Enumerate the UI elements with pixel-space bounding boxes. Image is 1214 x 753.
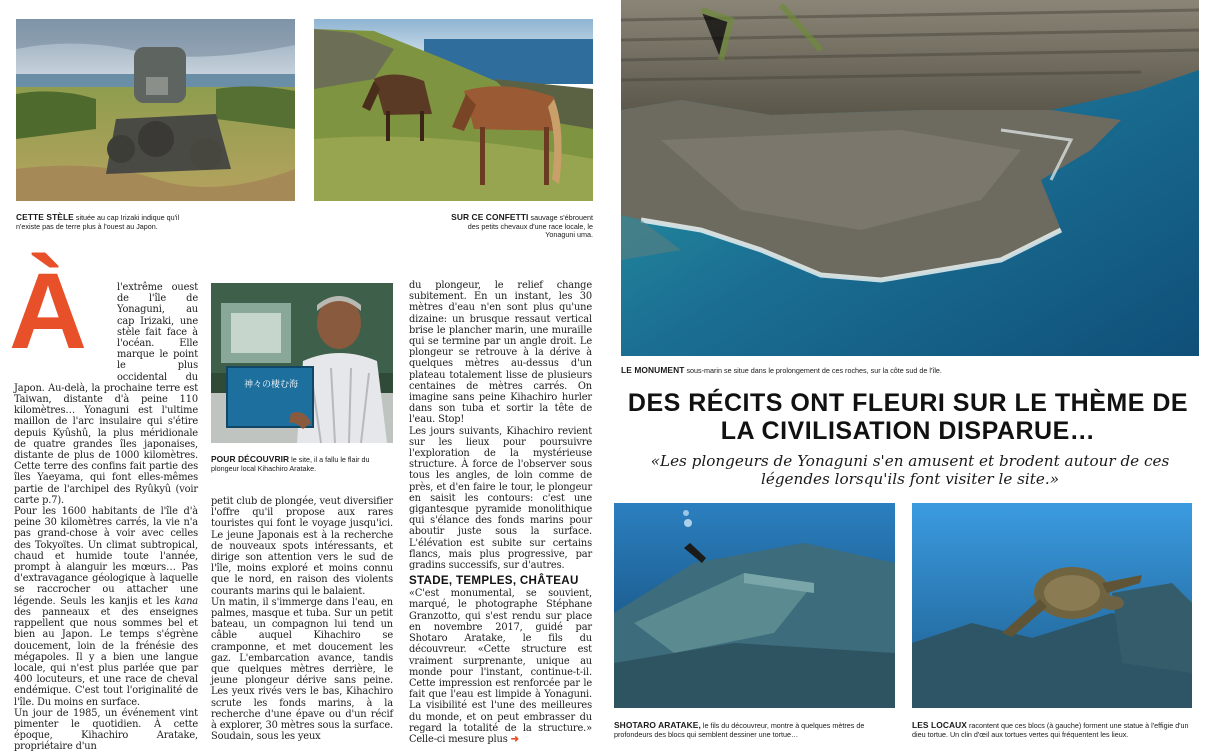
paragraph-2-end: des panneaux et des enseignes rappellent que nous sommes bel et bien au Japon. Le temps s'égrène doucement, loin de la frénésie des mégapoles. Il y a bien une langue locale, qui n'est plus parlée que par 400 locuteurs, et une race de cheval endémique. C'est tout l'originalité de l'île. Du moins en surface. [14,606,198,708]
paragraph-1: l'extrême ouest de l'île de Yonaguni, au cap Irizaki, une stèle fait face à l'océan. Elle marque le point le plus occidental du Japon. Au-delà, la prochaine terre est Taiwan, distante d'à peine 110 kilomètres… Yonaguni est l'ultime maillon de l'arc insulaire qui s'étire depuis Kyûshû, la plus méridionale de quatre grandes îles japonaises, distante de plus de 1000 kilomètres. Cette terre des confins fait partie des îles Yaeyama, qui font elles-mêmes partie de l'archipel des Ryûkyû (voir carte p.7). [14,282,198,506]
article-column-1-body [14,282,198,753]
caption-text: le site, il a fallu le flair du plongeur local Kihachiro Aratake. [211,455,370,473]
caption-text: racontent que ces blocs (à gauche) forment une statue à l'effigie d'un dieu tortue. Un clin d'œil aux tortues vertes qui fréquentent les lieux. [912,721,1189,739]
paragraph-2-kana: kana [174,595,198,607]
photo-kihachiro [211,283,393,443]
photo-stele [16,19,295,201]
drop-cap-spacer [14,282,117,378]
paragraph-2-start: Pour les 1600 habitants de l'île d'à peine 30 kilomètres carrés, la vie n'a pas grand-chose à voir avec celles des Tokyoïtes. Un climat subtropical, chaud et humide toute l'année, prompt à alanguir les mœurs… Pas d'extravagance géologique à laquelle se raccrocher ou attacher une légende. Seuls les kanjis et les [14,506,198,607]
subheading: STADE, TEMPLES, CHÂTEAU [409,574,579,588]
caption-text: sauvage s'ébrouent des petits chevaux d'une race locale, le Yonaguni uma. [467,213,593,240]
paragraph-2 [14,506,198,708]
book-title: 神々の棲む海 [243,380,299,390]
caption-lead: LES LOCAUX [912,720,967,730]
paragraph-3-text: «C'est monumental, se souvient, marqué, le photographe Stéphane Granzotto, qui s'est rendu sur place en novembre 2017, guidé par Shotaro Aratake, le fils du découvreur. «Cette structure est vraiment surprenante, unique au monde pour l'instant, continue-t-il. Cette impression est renforcée par le fait que l'eau est limpide à Yonaguni. La visibilité est l'une des meilleures du monde, et on peut embrasser du regard la totalité de la structure.» Celle-ci mesure plus [409,588,592,745]
paragraph-1: petit club de plongée, veut diversifier l'offre qu'il propose aux rares touristes qui font le voyage jusqu'ici. Le jeune Japonais est à la recherche de nouveaux spots intéressants, et dirige son attention vers le sud de l'île, moins exploré et moins connu que le nord, en raison des violents courants marins qui le balaient. [211,496,393,597]
photo-monument-cliff [621,0,1199,356]
continue-arrow-icon: ➜ [510,733,519,745]
paragraph-3 [409,588,592,745]
caption-monument [621,366,1199,376]
caption-stele [16,213,196,231]
caption-text: le fils du découvreur, montre à quelques mètres de profondeurs des blocs qui semblent dessiner une tortue… [614,721,865,739]
caption-lead: SHOTARO ARATAKE, [614,720,701,730]
paragraph-2: Un matin, il s'immerge dans l'eau, en palmes, masque et tuba. Sur un petit bateau, un compagnon lui tend un câble auquel Kihachiro se cramponne, et met doucement les gaz. L'embarcation avance, tandis que quelques mètres derrière, le jeune plongeur dérive sans peine. Les yeux rivés vers le bas, Kihachiro scrute les fonds marins, à la recherche d'une épave ou d'un récif à explorer, 30 mètres sous la surface. Soudain, sous les yeux [211,596,393,743]
caption-lead: CETTE STÈLE [16,212,74,222]
drop-cap-letter: À [9,250,87,371]
caption-lead: POUR DÉCOUVRIR [211,454,290,464]
photo-diver [614,503,895,708]
paragraph-3: Un jour de 1985, un événement vint pimenter le quotidien. À cette époque, Kihachiro Aratake, propriétaire d'un [14,707,198,753]
caption-locaux [912,721,1197,739]
caption-lead: LE MONUMENT [621,365,685,375]
caption-confetti [450,213,593,240]
caption-text: située au cap Irizaki indique qu'il n'existe pas de terre plus à l'ouest au Japon. [16,213,180,231]
caption-lead: SUR CE CONFETTI [451,212,529,222]
headline: DES RÉCITS ONT FLEURI SUR LE THÈME DE LA CIVILISATION DISPARUE… [627,389,1189,445]
caption-shotaro [614,721,894,739]
photo-turtle [912,503,1192,708]
pull-quote: «Les plongeurs de Yonaguni s'en amusent et brodent autour de ces légendes lorsqu'ils font visiter le site.» [650,452,1170,488]
article-column-2 [211,496,393,742]
caption-text: sous-marin se situe dans le prolongement de ces roches, sur la côte sud de l'île. [684,366,942,375]
photo-horses [314,19,593,201]
paragraph-2: Les jours suivants, Kihachiro revient sur les lieux pour poursuivre l'exploration de la mystérieuse structure. À force de l'observer sous tous les angles, de loin comme de près, et d'en faire le tour, le plongeur en saisit les contours: c'est une gigantesque pyramide monolithique qui s'élance des fonds marins pour aboutir juste sous la surface. L'élévation est subite sur certains flancs, mais plus progressive, par gradins successifs, sur d'autres. [409,425,592,572]
paragraph-1: du plongeur, le relief change subitement. En un instant, les 30 mètres d'eau n'en sont plus qu'une dizaine: un brusque ressaut vertical brise le plancher marin, une muraille qui se termine par un angle droit. Le plongeur se retrouve à la dérive à quelques mètres au-dessus d'un plateau totalement lisse de plusieurs centaines de mètres carrés. On imagine sans peine Kihachiro hurler dans son tuba et sortir la tête de l'eau. Stop! [409,280,592,426]
article-column-3 [409,280,592,745]
caption-discover [211,455,386,473]
